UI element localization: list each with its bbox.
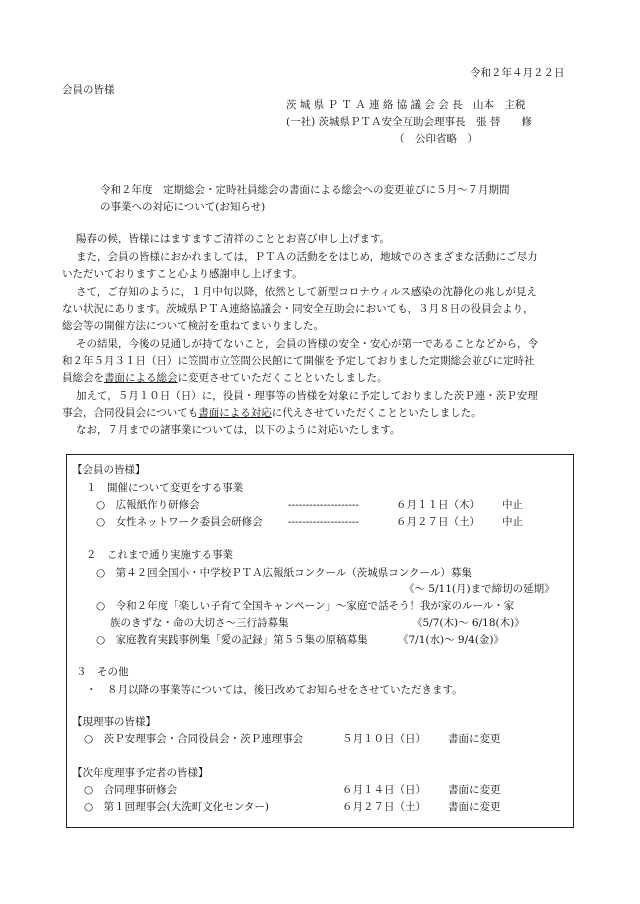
s1-item-date: ６月１１日（木） — [396, 499, 480, 511]
next-year-directors-heading: 【次年度理事予定者の皆様】 — [72, 767, 209, 779]
s2-item-2-dates: 《5/7(木)～ 6/18(木)》 — [412, 617, 525, 629]
body-p4-line-2: 和２年５月３１日（日）に笠間市立笠間公民館にて開催を予定しておりました定期総会並びに定時社 — [62, 355, 535, 367]
current-directors-heading: 【現理事の皆様】 — [72, 716, 156, 728]
s2-item-1-deadline: 《～ 5/11(月)まで締切の延期》 — [404, 583, 555, 595]
s3-item: ・ ８月以降の事業等については，後日改めてお知らせをさせていただきます。 — [86, 684, 463, 696]
s1-item-dots: -------------------- — [288, 516, 359, 528]
s1-item-name: ○ 広報紙作り研修会 — [96, 499, 200, 511]
section-3-heading: ３ その他 — [76, 666, 129, 678]
directors-item-name: ○ 茨Ｐ安理事会・合同役員会・茨Ｐ連理事会 — [84, 733, 304, 745]
s1-item-dots: -------------------- — [288, 499, 359, 511]
addressee: 会員の皆様 — [62, 84, 115, 96]
directors-item-date: ５月１０日（日） — [342, 733, 426, 745]
body-p3-line-2: ない状況にあります。茨城県ＰＴＡ連絡協議会・同安全互助会においても，３月８日の役員会より， — [62, 303, 534, 315]
directors-item-status: 書面に変更 — [448, 733, 501, 745]
s1-item-name: ○ 女性ネットワーク委員会研修会 — [96, 516, 263, 528]
s1-item-status: 中止 — [502, 516, 523, 528]
body-paragraph-greeting: 陽春の候，皆様にはますますご清祥のこととお喜び申し上げます。 — [76, 233, 391, 245]
next-item-status: 書面に変更 — [448, 801, 501, 813]
body-p4-line-1: その結果，今後の見通しが持てないこと，会員の皆様の安全・安心が第一であることなどから，令 — [76, 338, 538, 350]
section-2-heading: ２ これまで通り実施する事業 — [86, 549, 233, 561]
members-heading: 【会員の皆様】 — [72, 464, 146, 476]
s2-item-3-dates: 《7/1(水)～ 9/4(金)》 — [398, 634, 505, 646]
s2-item-2-line-2: 族のきずな・命の大切さ～三行詩募集 — [110, 617, 289, 629]
underlined-written-response: 書面による対応 — [198, 407, 272, 419]
s2-item-3: ○ 家庭教育実践事例集「愛の記録」第５５集の原稿募集 — [96, 634, 368, 646]
sender-line-1: 茨 城 県 Ｐ Ｔ Ａ 連 絡 協 議 会 会 長 山本 主税 — [286, 99, 526, 111]
next-item-name: ○ 第１回理事会(大洗町文化センター) — [84, 801, 269, 813]
sender-line-2: (一社) 茨城県ＰＴＡ安全互助会理事長 張 替 修 — [286, 116, 532, 128]
underlined-written-general-meeting: 書面による総会 — [104, 372, 178, 384]
seal-omitted-note: （ 公印省略 ） — [394, 133, 478, 145]
notice-title-line-2: の事業への対応について(お知らせ) — [100, 201, 266, 213]
body-p4-line-3: 員総会を書面による総会に変更させていただくことといたしました。 — [62, 372, 388, 384]
body-p3-line-1: さて，ご存知のように，１月中旬以降，依然として新型コロナウィルス感染の沈静化の兆しが見え — [76, 286, 537, 298]
document-date: 令和２年４月２２日 — [470, 67, 565, 79]
section-1-heading: １ 開催について変更をする事業 — [86, 482, 244, 494]
next-item-name: ○ 合同理事研修会 — [84, 784, 178, 796]
body-p2-line-1: また，会員の皆様におかれましては，ＰＴＡの活動ををはじめ，地域でのさまざまな活動にご尽力 — [76, 251, 538, 263]
next-item-date: ６月１４日（日） — [342, 784, 426, 796]
notice-title-line-1: 令和２年度 定期総会・定時社員総会の書面による総会への変更並びに５月～７月期間 — [100, 184, 510, 196]
s1-item-date: ６月２７日（土） — [396, 516, 480, 528]
s2-item-1-line-1: ○ 第４２回全国小・中学校ＰＴＡ広報紙コンクール（茨城県コンクール）募集 — [96, 567, 472, 579]
body-p5-line-2: 事会，合同役員会についても書面による対応に代えさせていただくことといたしました。 — [62, 407, 482, 419]
next-item-date: ６月２７日（土） — [342, 801, 426, 813]
body-p5-line-1: 加えて，５月１０日（日）に，役員・理事等の皆様を対象に予定しておりました茨Ｐ連・茨Ｐ安理 — [76, 390, 538, 402]
body-paragraph-closing: なお，７月までの諸事業については，以下のように対応いたします。 — [76, 424, 401, 436]
body-p3-line-3: 総会等の開催方法について検討を重ねてまいりました。 — [62, 320, 325, 332]
s2-item-2-line-1: ○ 令和２年度「楽しい子育て全国キャンペーン」～家庭で話そう！我が家のルール・家 — [96, 600, 515, 612]
next-item-status: 書面に変更 — [448, 784, 501, 796]
s1-item-status: 中止 — [502, 499, 523, 511]
body-p2-line-2: いただいておりますこと心より感謝申し上げます。 — [62, 268, 303, 280]
